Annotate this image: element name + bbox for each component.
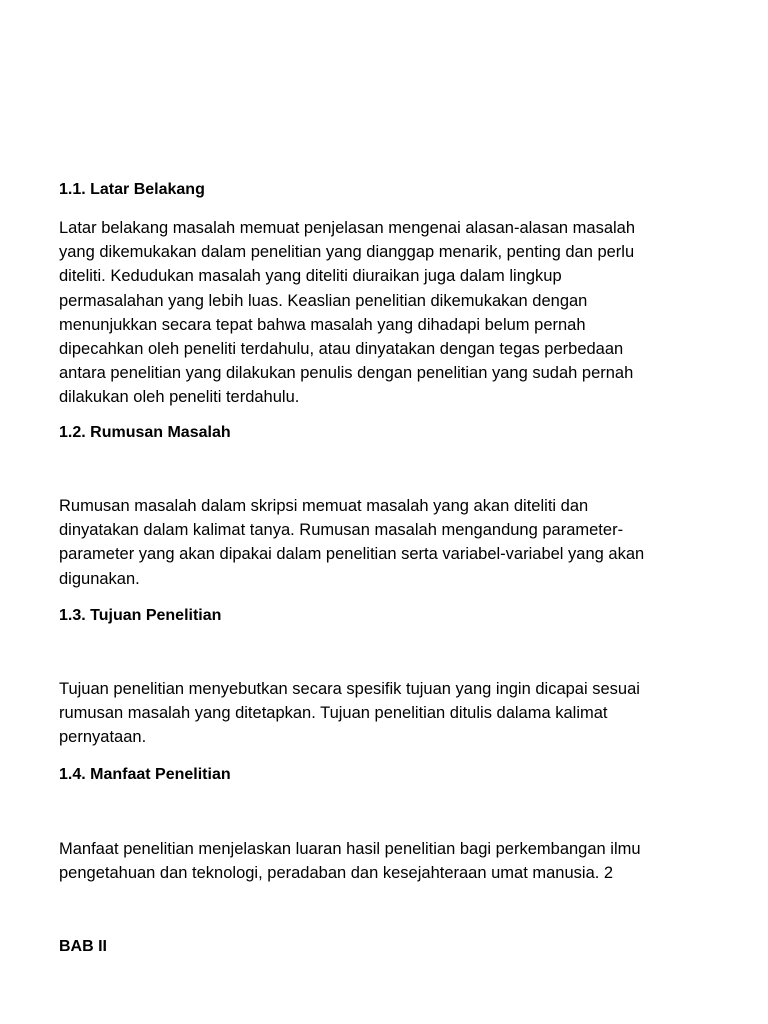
text-line: pernyataan.	[59, 728, 147, 747]
text-line: dipecahkan oleh peneliti terdahulu, atau dinyatakan dengan tegas perbedaan	[59, 340, 624, 359]
paragraph-manfaat-penelitian	[59, 837, 729, 885]
heading-rumusan-masalah: 1.2. Rumusan Masalah	[59, 424, 231, 441]
chapter-heading: BAB II	[59, 938, 107, 955]
text-line: diteliti. Kedudukan masalah yang diteliti diuraikan juga dalam lingkup	[59, 267, 562, 286]
document-page	[59, 0, 729, 1024]
text-line: digunakan.	[59, 569, 140, 588]
text-line: parameter yang akan dipakai dalam penelitian serta variabel-variabel yang akan	[59, 545, 645, 564]
text-line: dinyatakan dalam kalimat tanya. Rumusan masalah mengandung parameter-	[59, 521, 624, 540]
text-line: Rumusan masalah dalam skripsi memuat masalah yang akan diteliti dan	[59, 497, 589, 515]
text-line: yang dikemukakan dalam penelitian yang dianggap menarik, penting dan perlu	[59, 243, 635, 262]
paragraph-tujuan-penelitian	[59, 677, 729, 750]
text-line: menunjukkan secara tepat bahwa masalah yang dihadapi belum pernah	[59, 315, 586, 334]
heading-tujuan-penelitian: 1.3. Tujuan Penelitian	[59, 607, 222, 624]
paragraph-rumusan-masalah	[59, 494, 729, 591]
text-line: rumusan masalah yang ditetapkan. Tujuan penelitian ditulis dalama kalimat	[59, 704, 608, 723]
text-line: Tujuan penelitian menyebutkan secara spesifik tujuan yang ingin dicapai sesuai	[59, 680, 640, 698]
text-line: permasalahan yang lebih luas. Keaslian penelitian dikemukakan dengan	[59, 291, 588, 310]
heading-manfaat-penelitian: 1.4. Manfaat Penelitian	[59, 766, 231, 783]
heading-latar-belakang: 1.1. Latar Belakang	[59, 181, 205, 198]
text-line: Latar belakang masalah memuat penjelasan mengenai alasan-alasan masalah	[59, 219, 636, 237]
text-line: pengetahuan dan teknologi, peradaban dan kesejahteraan umat manusia. 2	[59, 864, 614, 883]
text-line: dilakukan oleh peneliti terdahulu.	[59, 388, 300, 407]
paragraph-latar-belakang	[59, 216, 729, 410]
text-line: antara penelitian yang dilakukan penulis dengan penelitian yang sudah pernah	[59, 364, 634, 383]
text-line: Manfaat penelitian menjelaskan luaran hasil penelitian bagi perkembangan ilmu	[59, 840, 641, 858]
